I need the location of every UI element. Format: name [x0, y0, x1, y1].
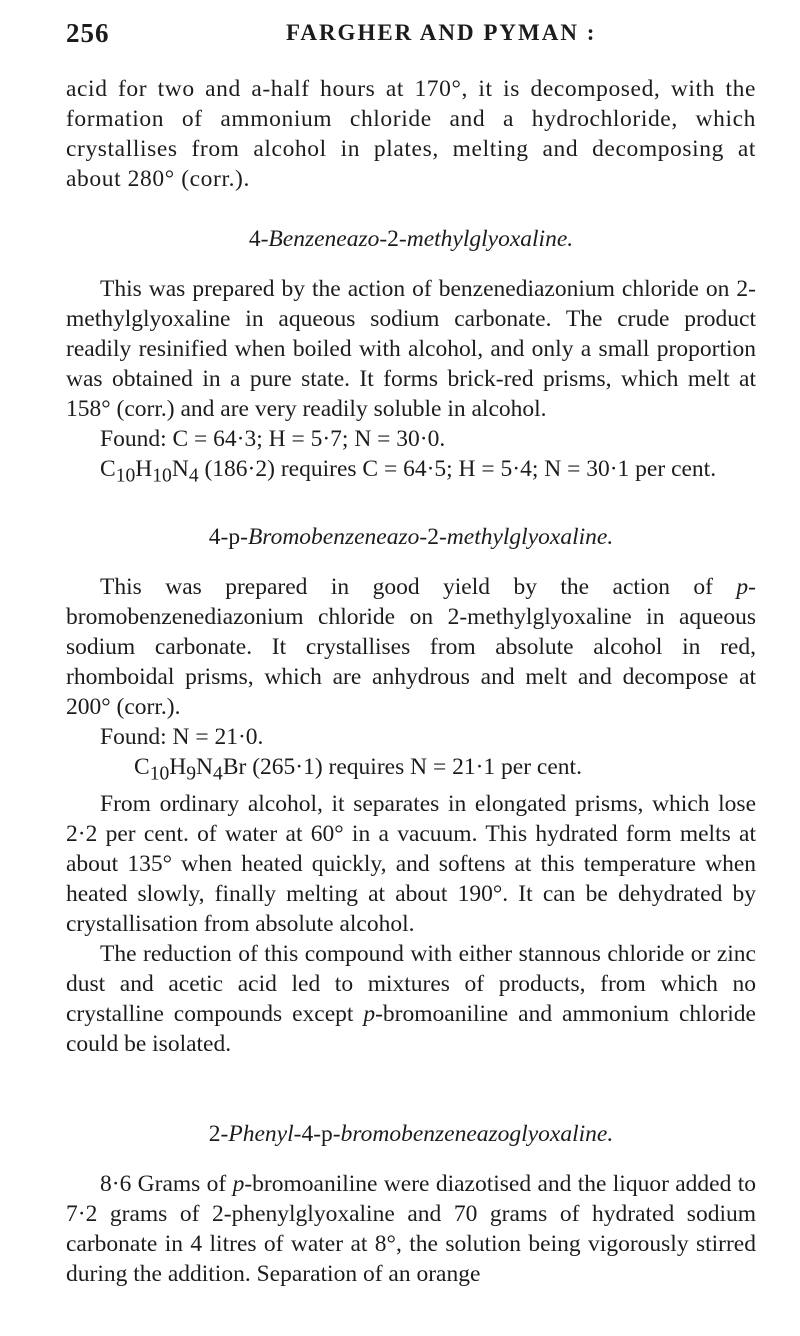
benzeneazo-paragraph: This was prepared by the action of benzenediazonium chloride on 2-methylglyoxaline in aqueous sodium carbonate. The crude product readily resinified when boiled with alcohol, and only a small proportion was obtained in a pure state. It forms brick-red prisms, which melt at 158° (corr.) and are very readily soluble in alcohol. [66, 276, 756, 422]
section-heading-bromobenzeneazo: 4-p-Bromobenzeneazo-2-methylglyoxaline. [208, 523, 614, 550]
phenyl-paragraph: 8·6 Grams of p-bromoaniline were diazotised and the liquor added to 7·2 grams of 2-phenylglyoxaline and 70 grams of hydrated sodium carbonate in 4 litres of water at 8°, the solution being vigorously stirred during the addition. Separation of an orange [66, 1171, 756, 1288]
bromobenzeneazo-requires: $C_{10}H_9N_4Br$ (265·1) requires N = 21·1 per cent. [134, 753, 582, 785]
benzeneazo-requires: $C_{10}H_{10}N_4$ (186·2) requires C = 64·5; H = 5·4; N = 30·1 per cent. [100, 456, 717, 487]
section-heading-phenyl: 2-Phenyl-4-p-bromobenzeneazoglyoxaline. [208, 1121, 614, 1148]
page-body [66, 74, 756, 1289]
page-header [66, 18, 756, 58]
bromobenzeneazo-paragraph-3: The reduction of this compound with either stannous chloride or zinc dust and acetic acid led to mixtures of products, from which no crystalline compounds except p-bromoaniline and ammonium chloride could be isolated. [66, 941, 756, 1058]
page-number: 256 [66, 18, 110, 48]
bromobenzeneazo-found: Found: N = 21·0. [100, 723, 264, 750]
section-heading-benzeneazo: 4-Benzeneazo-2-methylglyoxaline. [248, 226, 574, 252]
bromobenzeneazo-paragraph-1: This was prepared in good yield by the action of p-bromobenzenediazonium chloride on 2-methylglyoxaline in aqueous sodium carbonate. It crystallises from absolute alcohol in red, rhomboidal prisms, which are anhydrous and melt and decompose at 200° (corr.). [66, 573, 756, 720]
running-head: FARGHER AND PYMAN : [286, 20, 597, 45]
intro-paragraph: acid for two and a-half hours at 170°, it is decomposed, with the formation of ammonium chloride and a hydrochloride, which crystallises from alcohol in plates, melting and decomposing at about 280° (corr.). [66, 76, 756, 192]
benzeneazo-found: Found: C = 64·3; H = 5·7; N = 30·0. [100, 426, 446, 452]
bromobenzeneazo-paragraph-2: From ordinary alcohol, it separates in elongated prisms, which lose 2·2 per cent. of water at 60° in a vacuum. This hydrated form melts at about 135° when heated quickly, and softens at this temperature when heated slowly, finally melting at about 190°. It can be dehydrated by crystallisation from absolute alcohol. [66, 791, 756, 938]
